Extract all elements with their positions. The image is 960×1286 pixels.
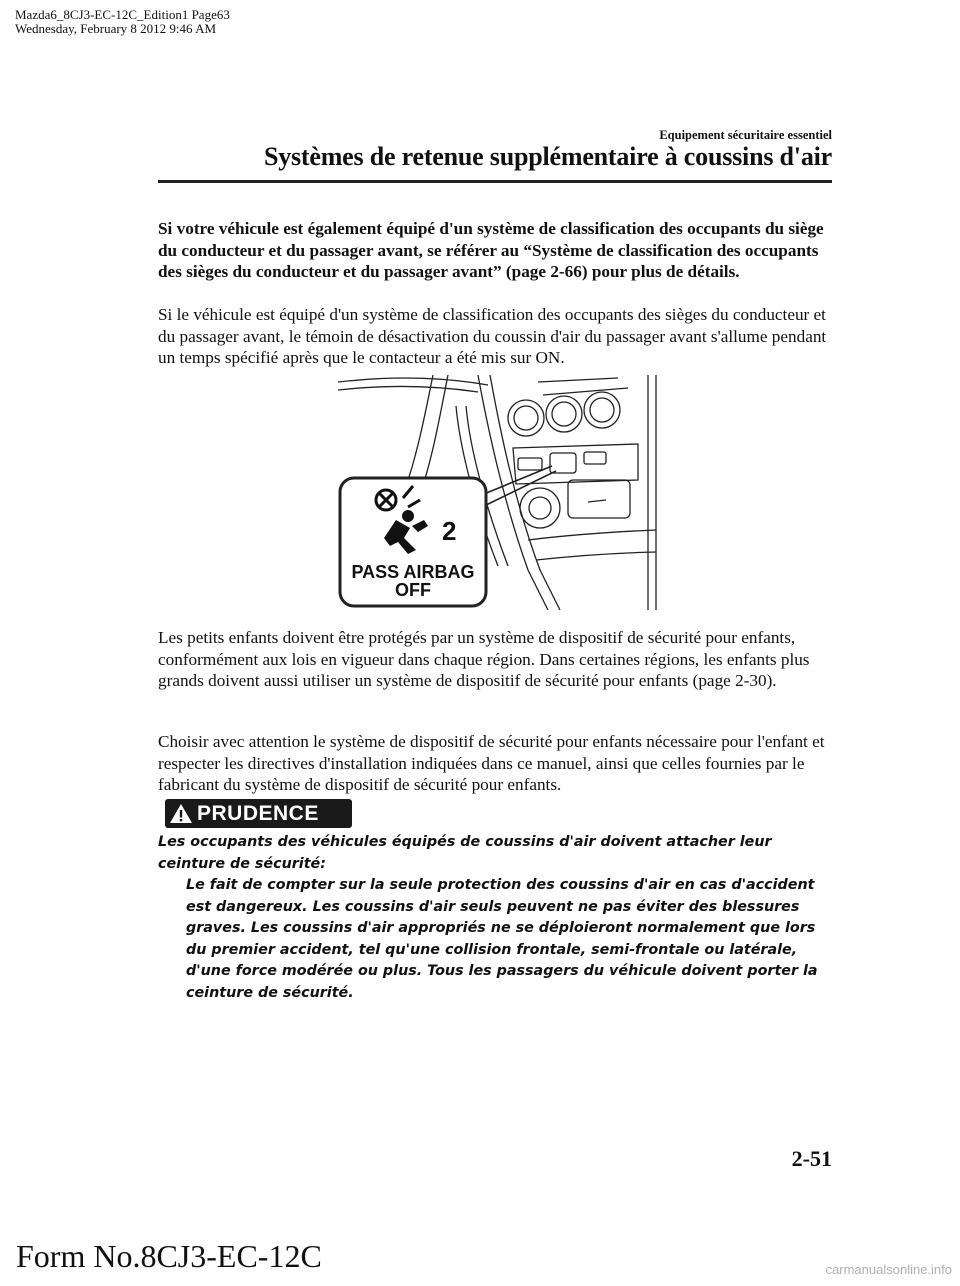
form-number: Form No.8CJ3-EC-12C <box>16 1238 322 1274</box>
indicator-number: 2 <box>442 516 457 546</box>
page-title: Systèmes de retenue supplémentaire à coussins d'air <box>263 142 832 171</box>
paragraph-indicator: Si le véhicule est équipé d'un système de classification des occupants des sièges du conducteur et du passager avant, le témoin de désactivation du coussin d'air du passager avant s'allume pendant un temps spécifié après que le contacteur a été mis sur ON. <box>158 305 827 367</box>
paragraph-child-safety: Les petits enfants doivent être protégés par un système de dispositif de sécurité pour enfants, conformément aux lois en vigueur dans chaque région. Dans certaines régions, les enfants plus grands doivent aussi utiliser un système de dispositif de sécurité pour enfants (page 2-30). <box>158 628 810 690</box>
caution-badge <box>165 799 352 828</box>
print-meta-date: Wednesday, February 8 2012 9:46 AM <box>15 21 217 36</box>
dashboard-figure <box>338 370 720 615</box>
dashboard-illustration <box>338 370 720 610</box>
print-meta-file: Mazda6_8CJ3-EC-12C_Edition1 Page63 <box>15 7 230 22</box>
bold-paragraph: Si votre véhicule est également équipé d'un système de classification des occupants du siège du conducteur et du passager avant, se référer au “Système de classification des occupants des sièges du conducteur et du passager avant” (page 2-66) pour plus de détails. <box>158 219 824 281</box>
caution-heading: Les occupants des véhicules équipés de coussins d'air doivent attacher leur ceinture de sécurité: <box>158 834 772 872</box>
indicator-label-line1: PASS AIRBAG <box>351 562 475 582</box>
watermark: carmanualsonline.info <box>825 1262 952 1277</box>
caution-badge-label: PRUDENCE <box>197 801 319 825</box>
page-number: 2-51 <box>791 1146 832 1171</box>
section-label: Equipement sécuritaire essentiel <box>659 128 832 142</box>
header-rule <box>158 180 832 183</box>
paragraph-child-seat-choice: Choisir avec attention le système de dispositif de sécurité pour enfants nécessaire pour l'enfant et respecter les directives d'installation indiquées dans ce manuel, ainsi que celles fournies par le fabricant du système de dispositif de sécurité pour enfants. <box>158 732 825 794</box>
caution-text: Le fait de compter sur la seule protection des coussins d'air en cas d'accident est dangereux. Les coussins d'air seuls peuvent ne pas éviter des blessures graves. Les coussins d'air appropriés ne se déploieront normalement que lors du premier accident, tel qu'une collision frontale, semi-frontale ou latérale, d'une force modérée ou plus. Tous les passagers du véhicule doivent porter la ceinture de sécurité. <box>186 877 818 1001</box>
indicator-label-line2: OFF <box>395 580 431 600</box>
warning-icon <box>165 799 197 828</box>
